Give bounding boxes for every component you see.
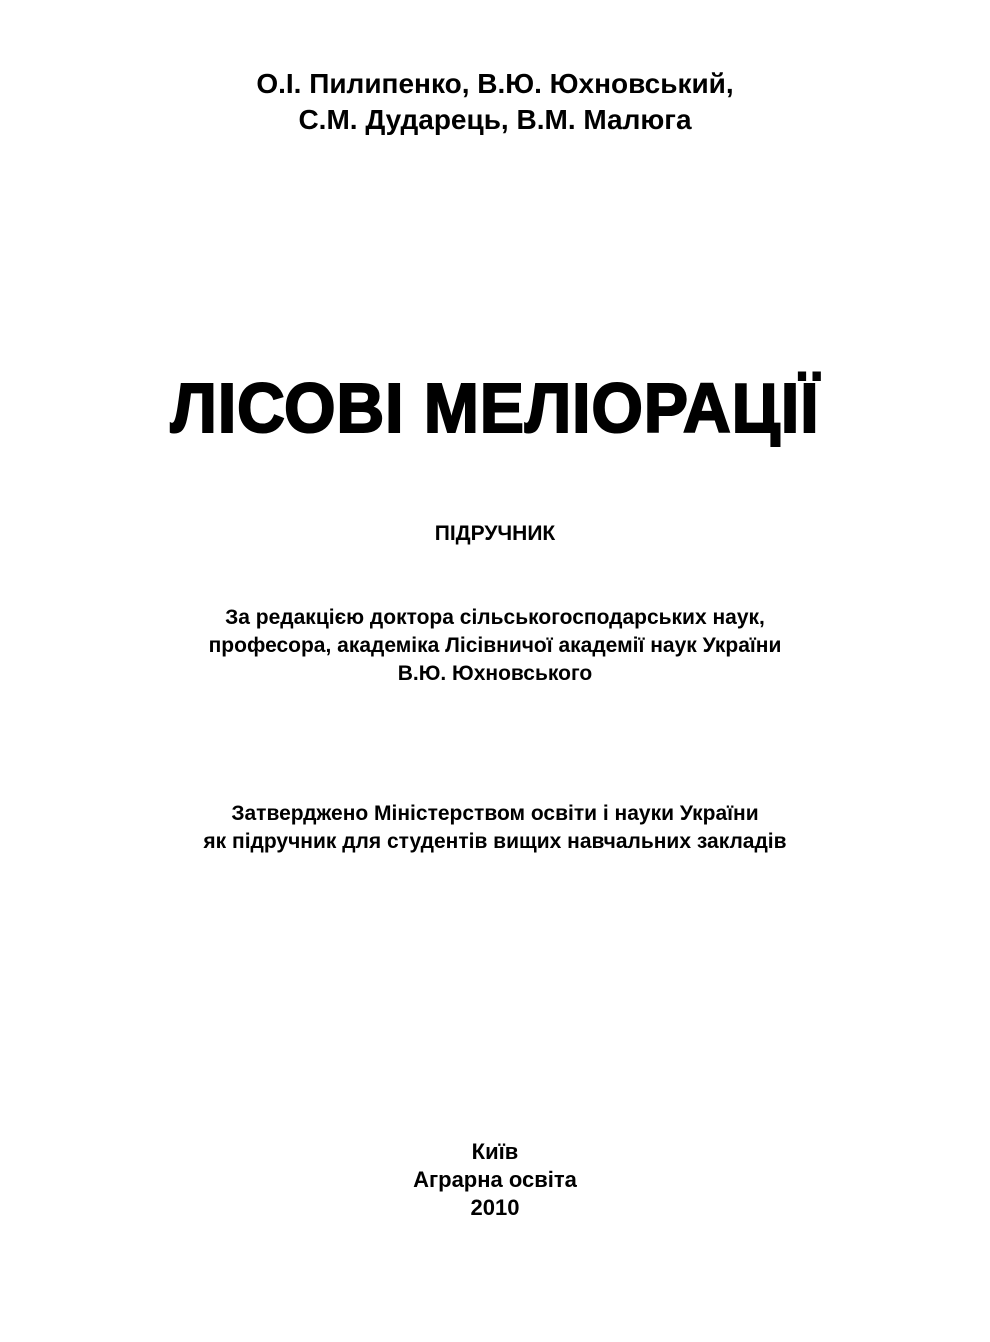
authors-line-2: С.М. Дударець, В.М. Малюга xyxy=(298,104,692,135)
document-type: ПІДРУЧНИК xyxy=(434,522,556,545)
imprint-city: Київ xyxy=(471,1139,519,1164)
editor-line-2: професора, академіка Лісівничої академії наук України xyxy=(208,634,782,657)
book-title: ЛІСОВІ МЕЛІОРАЦІЇ xyxy=(170,369,820,447)
approval-line-1: Затверджено Міністерством освіти і науки України xyxy=(231,802,759,825)
imprint-publisher: Аграрна освіта xyxy=(413,1167,577,1192)
editor-line-1: За редакцією доктора сільськогосподарських наук, xyxy=(225,606,765,629)
editor-line-3: В.Ю. Юхновського xyxy=(397,662,593,685)
imprint-year: 2010 xyxy=(470,1195,520,1220)
authors-line-1: О.І. Пилипенко, В.Ю. Юхновський, xyxy=(256,68,734,99)
approval-line-2: як підручник для студентів вищих навчальних закладів xyxy=(203,830,787,853)
